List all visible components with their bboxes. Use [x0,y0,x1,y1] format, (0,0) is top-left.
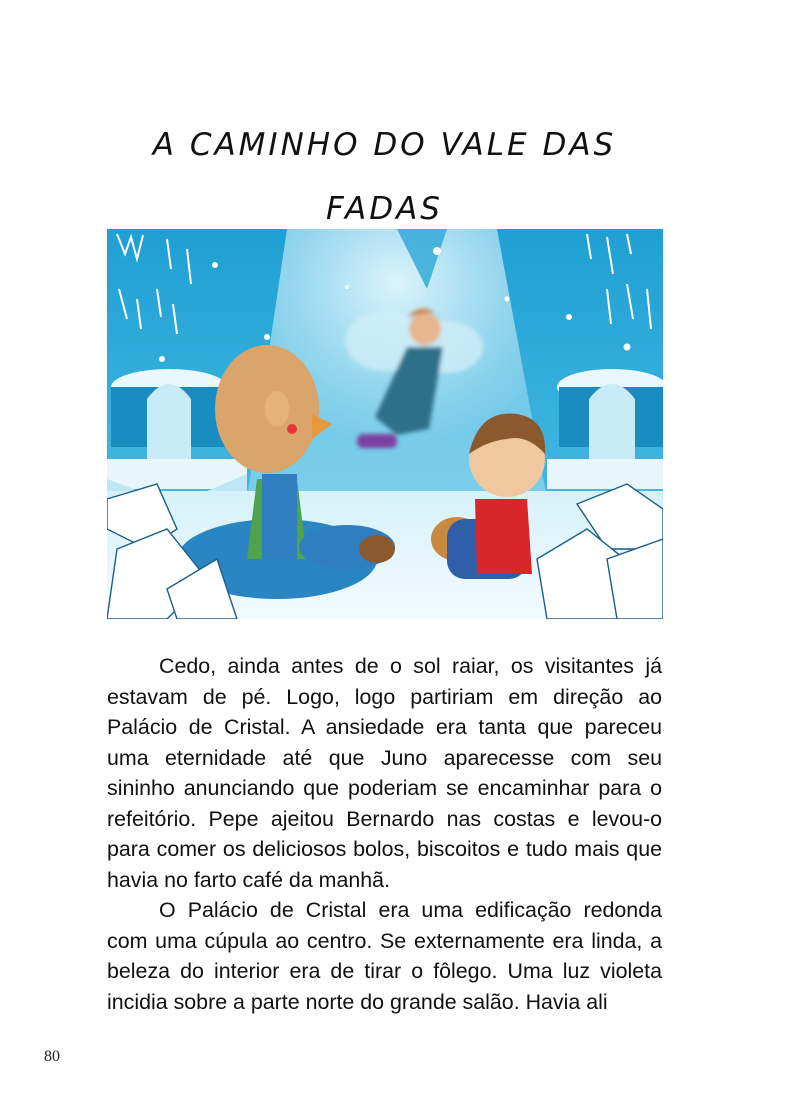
chapter-title: A CAMINHO DO VALE DAS FADAS [152,126,617,227]
story-text [107,651,662,1017]
page-number: 80 [44,1048,60,1065]
story-illustration [107,229,663,619]
paragraph: Cedo, ainda antes de o sol raiar, os visitantes já estavam de pé. Logo, logo partiriam em direção ao Palácio de Cristal. A ansiedade era tanta que pareceu uma eternidade até que Juno aparecesse com seu sininho anunciando que poderiam se encaminhar para o refeitório. Pepe ajeitou Bernardo nas costas e levou-o para comer os deliciosos bolos, biscoitos e tudo mais que havia no farto café da manhã. [107,654,662,892]
right-fountain [547,369,663,489]
paragraph: O Palácio de Cristal era uma edificação redonda com uma cúpula ao centro. Se externamente era linda, a beleza do interior era de tirar o fôlego. Uma luz violeta incidia sobre a parte norte do grande salão. Havia ali [107,898,662,1014]
